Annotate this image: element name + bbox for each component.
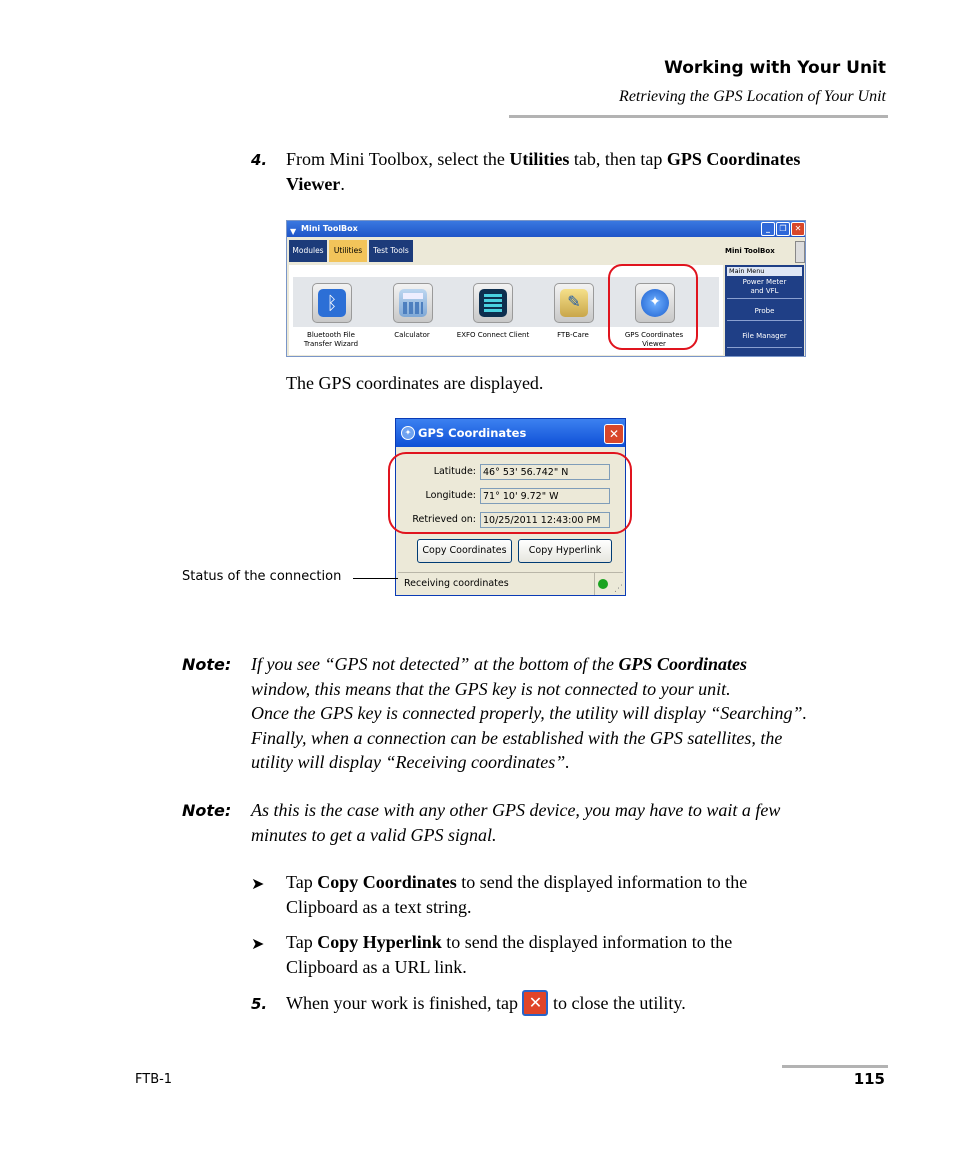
gps-window-icon: ✦ xyxy=(401,426,415,440)
restore-icon[interactable]: ❐ xyxy=(776,222,790,236)
app-label-calculator xyxy=(372,331,452,340)
close-icon: ✕ xyxy=(522,990,548,1016)
menu-item-line: and VFL xyxy=(750,286,779,295)
copy-coordinates-button[interactable]: Copy Coordinates xyxy=(417,539,512,563)
bullet-text-line: Clipboard as a URL link. xyxy=(286,957,467,977)
bullet-bold: Copy Coordinates xyxy=(317,872,457,892)
gps-compass-icon: ✦ xyxy=(641,289,669,317)
menu-item-probe[interactable]: Probe xyxy=(727,302,802,321)
status-text: Receiving coordinates xyxy=(404,578,509,589)
gps-window-title: GPS Coordinates xyxy=(418,426,527,440)
step-4-utilities: Utilities xyxy=(509,149,570,169)
bullet-text-part: Tap xyxy=(286,932,318,952)
note-text-line: Finally, when a connection can be established with the GPS satellites, the xyxy=(251,727,783,748)
mini-toolbox-window-title: Mini ToolBox xyxy=(301,224,358,233)
status-indicator-icon xyxy=(598,579,608,589)
app-label-line: GPS Coordinates xyxy=(624,331,684,339)
tab-utilities[interactable]: Utilities xyxy=(329,240,367,262)
bullet-copy-coordinates xyxy=(286,870,886,920)
calculator-app-button[interactable] xyxy=(393,283,433,323)
running-header-subtitle: Retrieving the GPS Location of Your Unit xyxy=(619,88,886,105)
retrieved-on-field: 10/25/2011 12:43:00 PM xyxy=(480,512,610,528)
longitude-field: 71° 10' 9.72" W xyxy=(480,488,610,504)
coordinates-highlight-oval xyxy=(388,452,632,534)
resize-grip-icon[interactable]: ⋰ xyxy=(614,584,623,594)
note-text-line: minutes to get a valid GPS signal. xyxy=(251,824,497,845)
close-icon[interactable]: ✕ xyxy=(604,424,624,444)
step-4-viewer: Viewer xyxy=(286,174,341,194)
note-text-part: If you see “GPS not detected” at the bottom of the xyxy=(251,654,619,674)
menu-item-power-meter[interactable] xyxy=(727,278,802,299)
app-label-bluetooth xyxy=(291,331,371,348)
gps-window-titlebar xyxy=(396,419,625,447)
bullet-copy-hyperlink xyxy=(286,930,886,980)
note-text-line: utility will display “Receiving coordinates”. xyxy=(251,752,570,772)
app-label-line: Bluetooth File xyxy=(307,331,355,339)
note-1-text xyxy=(251,652,891,775)
app-label-line: Transfer Wizard xyxy=(303,339,359,348)
mini-toolbox-side-title: Mini ToolBox xyxy=(725,247,775,255)
tab-test-tools[interactable]: Test Tools xyxy=(369,240,413,262)
retrieved-on-label: Retrieved on: xyxy=(412,514,476,525)
calculator-icon xyxy=(399,289,427,317)
note-1-label: Note: xyxy=(182,655,232,674)
copy-hyperlink-button[interactable]: Copy Hyperlink xyxy=(518,539,612,563)
bluetooth-icon: ᛒ xyxy=(318,289,346,317)
latitude-label: Latitude: xyxy=(433,466,476,477)
status-callout-label: Status of the connection xyxy=(182,569,342,584)
note-text-line: Once the GPS key is connected properly, the utility will display “Searching”. xyxy=(251,703,808,723)
mini-toolbox-titlebar xyxy=(287,221,805,237)
main-menu-panel xyxy=(725,265,804,356)
exfo-logo-icon: ▼ xyxy=(290,227,297,236)
header-rule xyxy=(509,115,888,118)
bullet-text-part: Tap xyxy=(286,872,318,892)
bullet-bold: Copy Hyperlink xyxy=(317,932,442,952)
step-4-period: . xyxy=(340,174,345,194)
app-label-line: EXFO Connect Client xyxy=(456,331,530,339)
app-label-line: Viewer xyxy=(642,339,666,348)
note-2-text xyxy=(251,798,891,847)
step-5-text xyxy=(286,991,886,1018)
app-label-line: FTB-Care xyxy=(557,331,589,339)
step-5-text-part: When your work is finished, tap xyxy=(286,993,523,1013)
note-text-line: window, this means that the GPS key is not connected to your unit. xyxy=(251,678,731,699)
callout-leader-line xyxy=(353,578,398,579)
app-label-ftb-care xyxy=(533,331,613,340)
main-menu-header: Main Menu xyxy=(727,267,802,276)
step-4-number: 4. xyxy=(251,151,268,169)
menu-item-file-manager[interactable]: File Manager xyxy=(727,325,802,348)
running-header-title: Working with Your Unit xyxy=(664,58,886,78)
footer-rule xyxy=(782,1065,888,1068)
exfo-connect-app-button[interactable] xyxy=(473,283,513,323)
bullet-text-part: to send the displayed information to the xyxy=(456,872,748,892)
step-5-number: 5. xyxy=(251,995,268,1013)
step-4-gps-coordinates: GPS Coordinates xyxy=(666,149,801,169)
coords-displayed-text: The GPS coordinates are displayed. xyxy=(286,373,544,393)
ftb-care-app-button[interactable] xyxy=(554,283,594,323)
footer-product: FTB-1 xyxy=(135,1072,173,1087)
tab-modules[interactable]: Modules xyxy=(289,240,327,262)
gps-viewer-highlight-oval xyxy=(608,264,698,350)
step-5-text-part: to close the utility. xyxy=(548,993,686,1013)
app-label-exfo-connect xyxy=(452,331,534,340)
step-4-text-part: tab, then tap xyxy=(569,149,667,169)
longitude-label: Longitude: xyxy=(425,490,476,501)
close-icon[interactable]: ✕ xyxy=(791,222,805,236)
latitude-field: 46° 53' 56.742" N xyxy=(480,464,610,480)
minimize-icon[interactable]: _ xyxy=(761,222,775,236)
page-number: 115 xyxy=(853,1070,885,1088)
bullet-arrow-icon: ➤ xyxy=(251,936,265,953)
exfo-connect-icon xyxy=(479,289,507,317)
bluetooth-app-button[interactable] xyxy=(312,283,352,323)
mini-toolbox-screenshot xyxy=(286,220,806,357)
battery-icon xyxy=(795,241,805,263)
bullet-arrow-icon: ➤ xyxy=(251,876,265,893)
note-bold-gps-coordinates: GPS Coordinates xyxy=(618,654,747,674)
note-text-line: As this is the case with any other GPS device, you may have to wait a few xyxy=(251,800,781,820)
status-divider xyxy=(594,573,595,595)
step-4-text xyxy=(286,147,886,197)
menu-item-line: Power Meter xyxy=(742,278,787,286)
bullet-text-line: Clipboard as a text string. xyxy=(286,897,472,917)
app-label-line: Calculator xyxy=(394,331,430,339)
bullet-text-part: to send the displayed information to the xyxy=(441,932,733,952)
ftb-care-icon: ✎ xyxy=(560,289,588,317)
step-4-text-part: From Mini Toolbox, select the xyxy=(286,149,510,169)
note-2-label: Note: xyxy=(182,801,232,820)
status-bar xyxy=(398,572,623,595)
